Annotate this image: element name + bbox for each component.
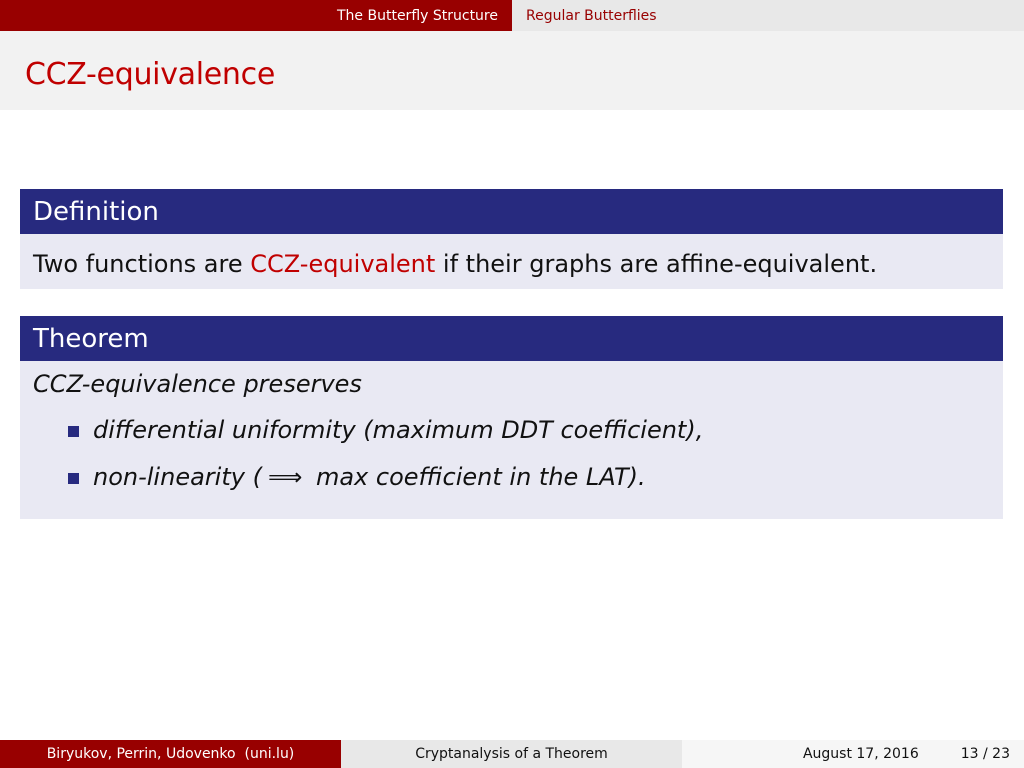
list-item bbox=[33, 415, 1003, 445]
definition-body bbox=[20, 234, 1003, 289]
implies-arrow-icon: ⟹ bbox=[267, 463, 303, 491]
frame-title: CCZ-equivalence bbox=[25, 57, 275, 92]
frame-title-band bbox=[0, 31, 1024, 110]
theorem-heading: Theorem bbox=[20, 316, 1003, 361]
footer-info bbox=[682, 740, 1024, 768]
footer-talk-title bbox=[341, 740, 682, 768]
definition-block bbox=[20, 189, 1003, 289]
slide-footer bbox=[0, 740, 1024, 768]
footer-authors-text: Biryukov, Perrin, Udovenko (uni.lu) bbox=[46, 746, 295, 762]
theorem-block bbox=[20, 316, 1003, 519]
theorem-item-text-after: max coefficient in the LAT). bbox=[308, 463, 646, 491]
theorem-item-text: differential uniformity (maximum DDT coefficient), bbox=[93, 416, 704, 444]
definition-text-after: if their graphs are affine-equivalent. bbox=[435, 250, 878, 278]
footer-date: August 17, 2016 bbox=[802, 746, 919, 762]
list-item bbox=[33, 462, 1003, 492]
footer-talk-title-text: Cryptanalysis of a Theorem bbox=[415, 746, 608, 762]
theorem-item-text-before: non-linearity ( bbox=[93, 463, 262, 491]
definition-heading: Definition bbox=[20, 189, 1003, 234]
footer-page-number: 13 / 23 bbox=[960, 746, 1010, 762]
square-bullet-icon bbox=[68, 473, 79, 484]
section-navigation bbox=[0, 0, 1024, 31]
theorem-intro: CCZ-equivalence preserves bbox=[33, 370, 362, 398]
nav-left-panel bbox=[0, 0, 512, 31]
square-bullet-icon bbox=[68, 426, 79, 437]
footer-authors bbox=[0, 740, 341, 768]
theorem-list bbox=[33, 415, 1003, 492]
definition-text-before: Two functions are bbox=[33, 250, 251, 278]
nav-right-panel bbox=[512, 0, 1024, 31]
nav-subsection-regular-butterflies[interactable]: Regular Butterflies bbox=[526, 7, 657, 24]
nav-section-butterfly-structure[interactable]: The Butterfly Structure bbox=[337, 7, 498, 24]
theorem-body bbox=[20, 361, 1003, 519]
definition-highlight: CCZ-equivalent bbox=[250, 250, 436, 278]
